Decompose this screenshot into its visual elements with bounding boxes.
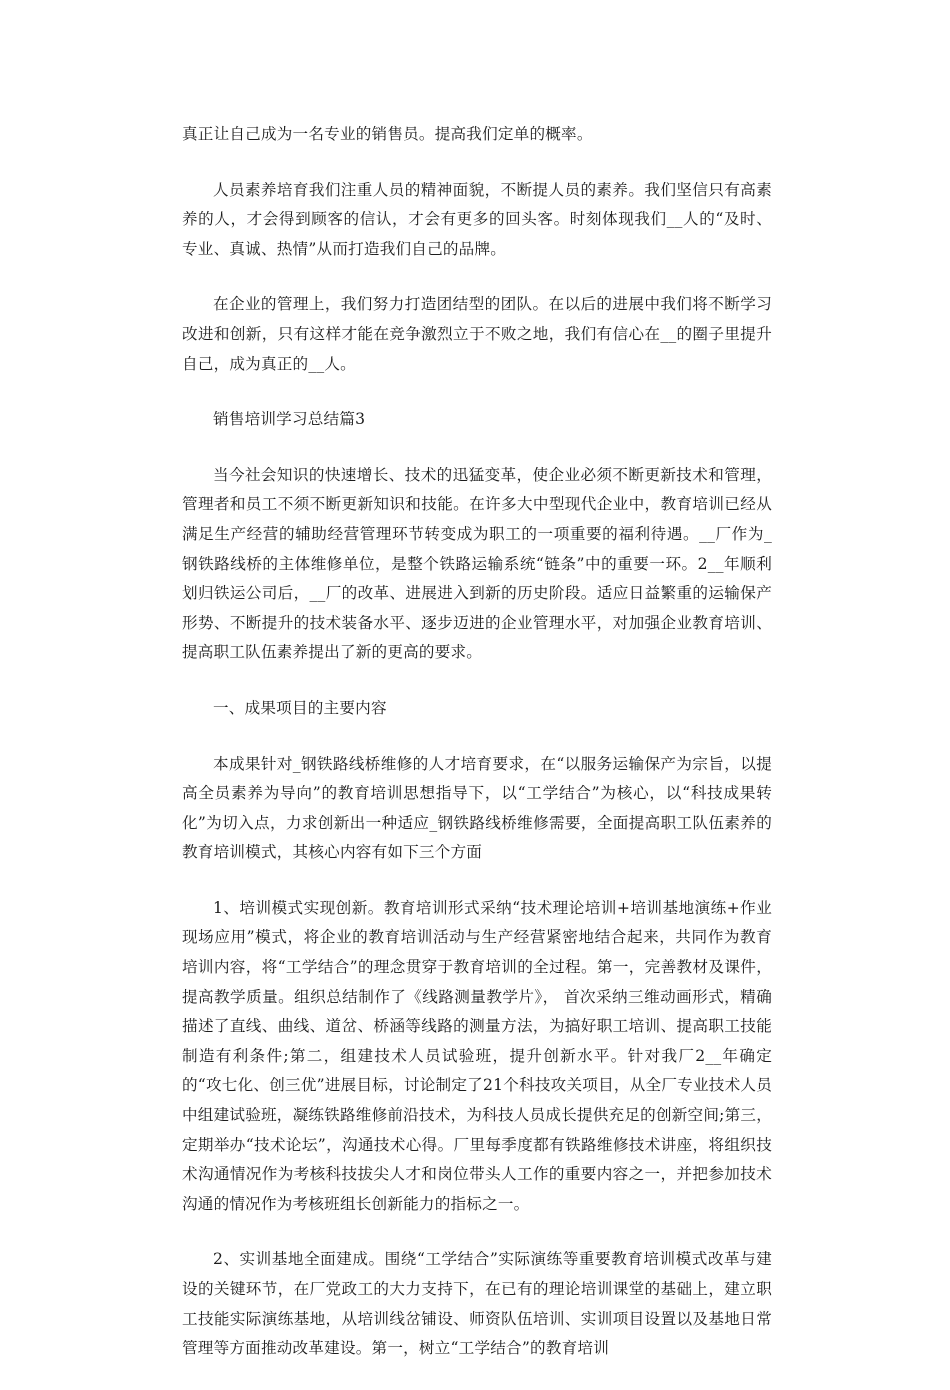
section-heading: 一、成果项目的主要内容 [213,698,387,717]
section-heading: 销售培训学习总结篇3 [213,410,366,429]
paragraph: 2、实训基地全面建成。围绕“工学结合”实际演练等重要教育培训模式改革与建设的关键环节，在厂党政工的大力支持下，在已有的理论培训课堂的基础上，建立职工技能实际演练基地，从培训线岔铺设、师资队伍培训、实训项目设置以及基地日常管理等方面推动改革建设。第一，树立“工学结合”的教育培训 [182,1250,772,1358]
paragraph: 人员素养培育我们注重人员的精神面貌，不断提人员的素养。我们坚信只有高素养的人，才会得到顾客的信认，才会有更多的回头客。时刻体现我们__人的“及时、专业、真诚、热情”从而打造我们自己的品牌。 [182,180,772,258]
paragraph: 1、培训模式实现创新。教育培训形式采纳“技术理论培训+培训基地演练+作业现场应用”模式，将企业的教育培训活动与生产经营紧密地结合起来，共同作为教育培训内容，将“工学结合”的理念贯穿于教育培训的全过程。第一，完善教材及课件，提高教学质量。组织总结制作了《线路测量教学片》， 首次采纳三维动画形式，精确描述了直线、曲线、道岔、桥涵等线路的测量方法，为搞好职工培训、提高职工技能制造有利条件;第二，组建技术人员试验班，提升创新水平。针对我厂2__年确定的“攻七化、创三优”进展目标，讨论制定了21个科技攻关项目，从全厂专业技术人员中组建试验班，凝练铁路维修前沿技术，为科技人员成长提供充足的创新空间;第三，定期举办“技术论坛”，沟通技术心得。厂里每季度都有铁路维修技术讲座，将组织技术沟通情况作为考核科技拔尖人才和岗位带头人工作的重要内容之一，并把参加技术沟通的情况作为考核班组长创新能力的指标之一。 [182,898,772,1213]
paragraph: 本成果针对_钢铁路线桥维修的人才培育要求，在“以服务运输保产为宗旨，以提高全员素养为导向”的教育培训思想指导下，以“工学结合”为核心，以“科技成果转化”为切入点，力求创新出一种适应_钢铁路线桥维修需要，全面提高职工队伍素养的教育培训模式，其核心内容有如下三个方面 [182,754,772,862]
paragraph: 在企业的管理上，我们努力打造团结型的团队。在以后的进展中我们将不断学习改进和创新，只有这样才能在竞争激烈立于不败之地，我们有信心在__的圈子里提升自己，成为真正的__人。 [182,295,772,373]
paragraph: 真正让自己成为一名专业的销售员。提高我们定单的概率。 [182,125,593,143]
document-body [182,120,772,1390]
paragraph: 当今社会知识的快速增长、技术的迅猛变革，使企业必须不断更新技术和管理，管理者和员工不须不断更新知识和技能。在许多大中型现代企业中，教育培训已经从满足生产经营的辅助经营管理环节转变成为职工的一项重要的福利待遇。__厂作为_钢铁路线桥的主体维修单位，是整个铁路运输系统“链条”中的重要一环。2__年顺利划归铁运公司后，__厂的改革、进展进入到新的历史阶段。适应日益繁重的运输保产形势、不断提升的技术装备水平、逐步迈进的企业管理水平，对加强企业教育培训、提高职工队伍素养提出了新的更高的要求。 [182,465,772,662]
